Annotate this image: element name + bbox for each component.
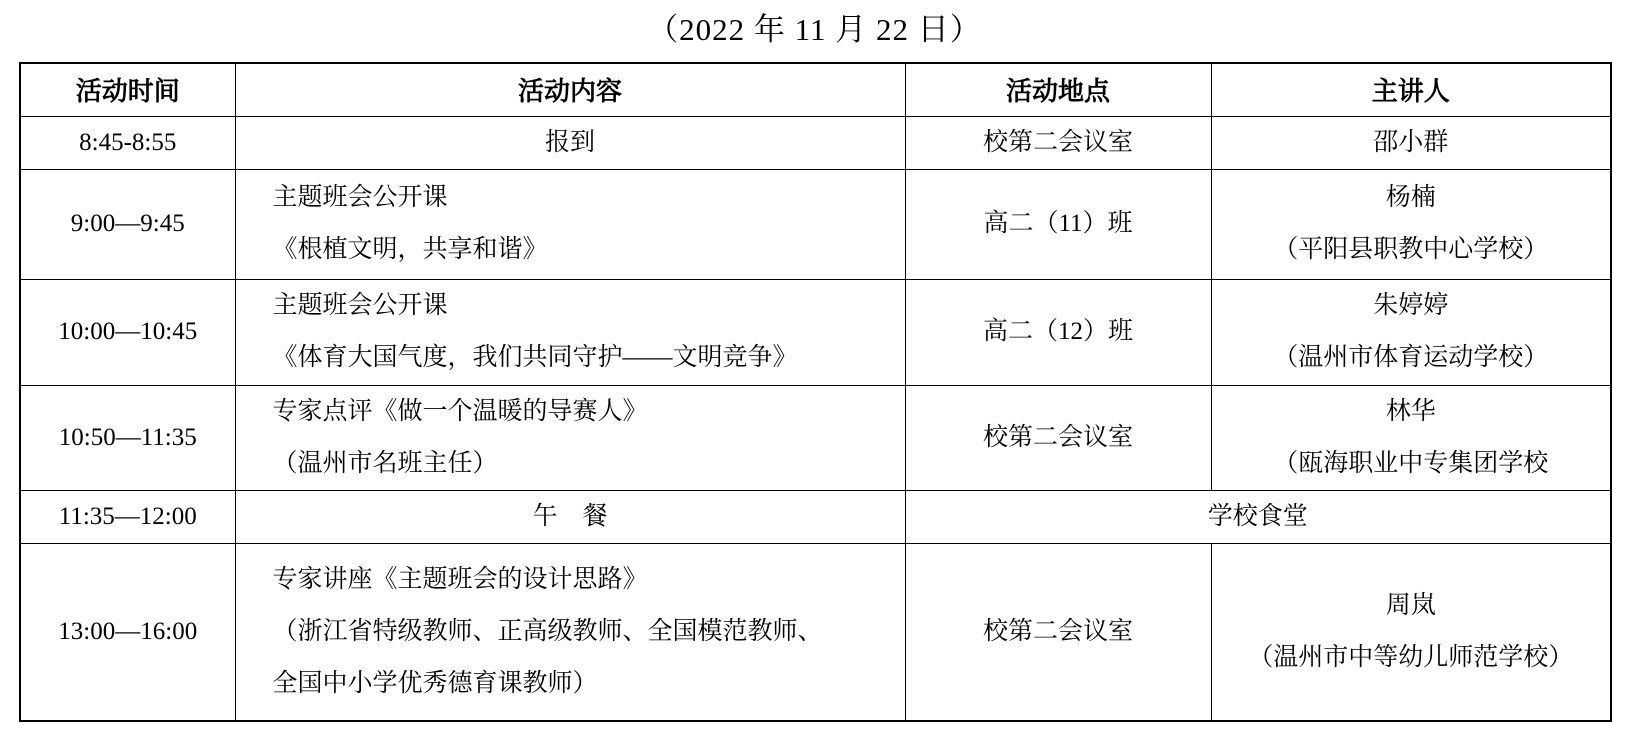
cell-text-line: 10:00—10:45	[58, 318, 198, 345]
cell-text-line: 林华	[1385, 397, 1436, 425]
table-row	[20, 543, 1611, 721]
cell-text-line: 《根植文明，共享和谐》	[272, 236, 548, 263]
table-row	[20, 169, 1611, 279]
cell-text-line: 朱婷婷	[1373, 292, 1449, 319]
table-cell	[235, 490, 905, 543]
header-cell: 活动地点	[905, 63, 1211, 116]
table-cell	[235, 116, 905, 169]
table-cell	[905, 169, 1211, 279]
table-cell	[1211, 543, 1611, 721]
table-row	[20, 385, 1611, 490]
table-cell	[20, 116, 235, 169]
cell-text-line: （温州市中等幼儿师范学校）	[1248, 643, 1574, 671]
cell-text-line: 《体育大国气度，我们共同守护——文明竞争》	[272, 344, 798, 371]
cell-text-line: 午 餐	[532, 502, 608, 530]
cell-text-line: 11:35—12:00	[58, 502, 197, 530]
table-cell	[235, 385, 905, 490]
table-cell	[1211, 169, 1611, 279]
table-cell	[905, 490, 1611, 543]
cell-text-line: 全国中小学优秀德育课教师）	[272, 669, 598, 697]
table-cell	[235, 169, 905, 279]
table-cell	[20, 490, 235, 543]
cell-text-line: 13:00—16:00	[58, 617, 198, 645]
table-cell	[1211, 279, 1611, 385]
cell-text-line: （温州市名班主任）	[272, 449, 498, 477]
cell-text-line: 学校食堂	[1207, 502, 1308, 530]
cell-text-line: 校第二会议室	[982, 617, 1133, 645]
cell-text-line: （浙江省特级教师、正高级教师、全国模范教师、	[272, 617, 823, 645]
cell-text-line: 校第二会议室	[982, 423, 1133, 451]
table-cell	[20, 543, 235, 721]
table-row	[20, 490, 1611, 543]
cell-text-line: 主题班会公开课	[272, 292, 448, 319]
cell-text-line: （温州市体育运动学校）	[1273, 344, 1549, 371]
cell-text-line: 邵小群	[1373, 128, 1449, 156]
table-cell	[235, 279, 905, 385]
table-cell	[905, 116, 1211, 169]
table-body	[20, 116, 1611, 721]
cell-text-line: 主题班会公开课	[272, 184, 448, 211]
cell-text-line: 10:50—11:35	[58, 423, 197, 451]
cell-text-line: 专家讲座《主题班会的设计思路》	[272, 565, 648, 593]
table-cell	[20, 279, 235, 385]
table-cell	[20, 385, 235, 490]
cell-text-line: 9:00—9:45	[70, 210, 185, 237]
cell-text-line: 报到	[544, 128, 595, 156]
cell-text-line: 高二（12）班	[982, 318, 1133, 345]
table-cell	[905, 385, 1211, 490]
cell-text-line: 8:45-8:55	[79, 128, 177, 156]
header-cell: 主讲人	[1211, 63, 1611, 116]
table-cell	[1211, 116, 1611, 169]
table-cell	[20, 169, 235, 279]
cell-text-line: 高二（11）班	[983, 210, 1133, 237]
table-cell	[1211, 385, 1611, 490]
header-cell: 活动内容	[235, 63, 905, 116]
table-cell	[235, 543, 905, 721]
cell-text-line: 专家点评《做一个温暖的导赛人》	[272, 397, 648, 425]
schedule-table	[19, 62, 1612, 722]
cell-text-line: 周岚	[1385, 591, 1436, 619]
table-cell	[905, 279, 1211, 385]
cell-text-line: 校第二会议室	[982, 128, 1133, 156]
cell-text-line: （瓯海职业中专集团学校	[1273, 449, 1549, 477]
table-cell	[905, 543, 1211, 721]
header-row	[20, 63, 1611, 116]
cell-text-line: （平阳县职教中心学校）	[1273, 236, 1549, 263]
table-row	[20, 279, 1611, 385]
cell-text-line: 杨楠	[1385, 184, 1436, 211]
table-row	[20, 116, 1611, 169]
header-cell: 活动时间	[20, 63, 235, 116]
page-title: （2022 年 11 月 22 日）	[647, 12, 982, 47]
